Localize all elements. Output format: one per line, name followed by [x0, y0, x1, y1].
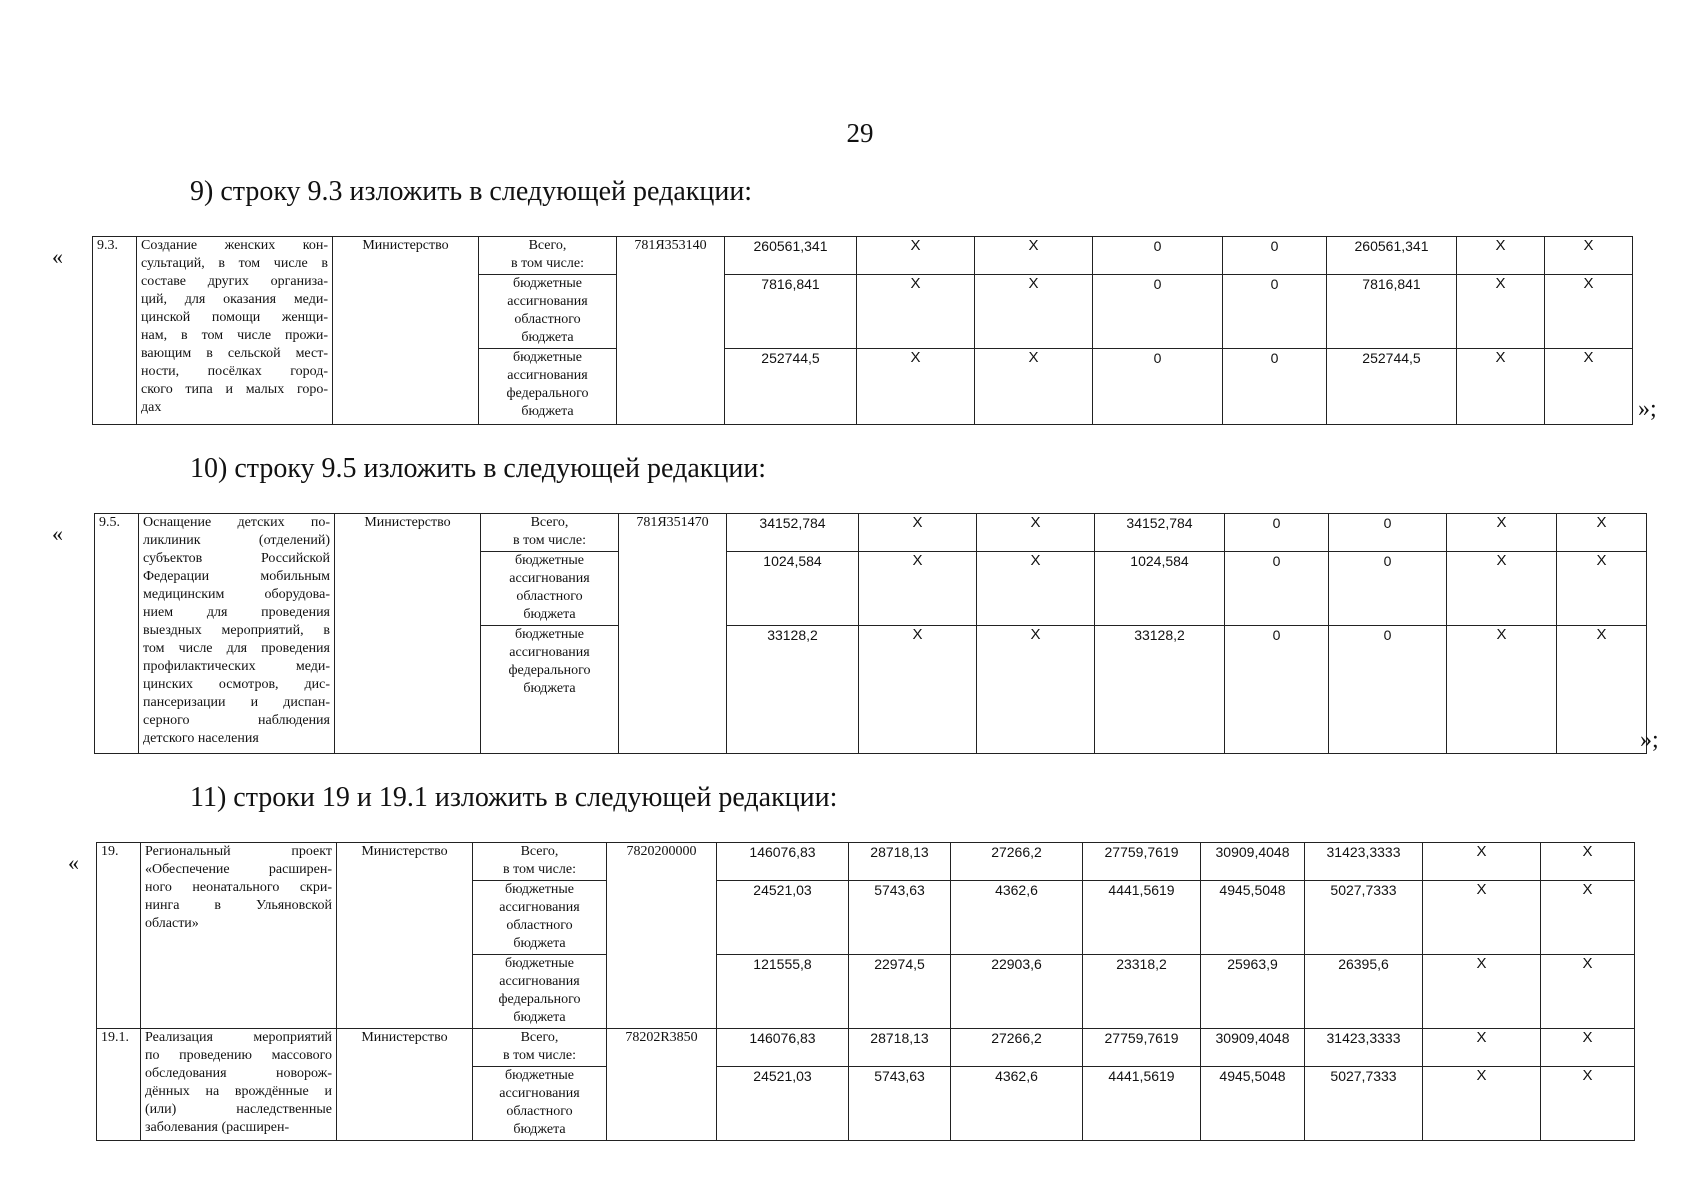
value-cell: 0 [1223, 275, 1327, 349]
value-cell: 31423,3333 [1305, 1029, 1423, 1067]
value-cell: 0 [1093, 275, 1223, 349]
value-cell: 34152,784 [727, 514, 859, 552]
row-name-line: (или) наследственные [145, 1102, 332, 1117]
table-row [95, 514, 1647, 552]
value-cell-x: Х [1541, 1029, 1635, 1067]
value-cell-x: Х [859, 514, 977, 552]
value-cell-x: Х [1457, 349, 1545, 425]
row-name-line: Федерации мобильным [143, 569, 330, 584]
row-name-line: пансеризации и диспан- [143, 695, 330, 710]
value-cell: 24521,03 [717, 1067, 849, 1141]
funding-source-line: бюджетные [505, 882, 574, 897]
funding-source-line: федерального [498, 992, 581, 1007]
funding-source [473, 955, 607, 1029]
row-name-line: ций, для оказания меди- [141, 292, 328, 307]
value-cell-x: Х [1557, 552, 1647, 626]
value-cell: 28718,13 [849, 843, 951, 881]
row-name-line: нам, в том числе прожи- [141, 328, 328, 343]
funding-source-line: в том числе: [503, 862, 576, 877]
value-cell-x: Х [857, 349, 975, 425]
row-name-line: вающим в сельской мест- [141, 346, 328, 361]
funding-source-line: в том числе: [503, 1048, 576, 1063]
row-name-line: профилактических меди- [143, 659, 330, 674]
opening-quote: « [52, 521, 63, 546]
value-cell: 1024,584 [1095, 552, 1225, 626]
value-cell-x: Х [1545, 237, 1633, 275]
row-name-line: заболевания (расширен- [145, 1120, 290, 1135]
value-cell: 30909,4048 [1201, 1029, 1305, 1067]
funding-source-line: ассигнования [499, 900, 580, 915]
value-cell: 4441,5619 [1083, 1067, 1201, 1141]
row-number: 19.1. [97, 1029, 141, 1141]
value-cell: 5743,63 [849, 881, 951, 955]
value-cell: 0 [1225, 626, 1329, 754]
funding-source [479, 237, 617, 275]
row-name-line: дах [141, 400, 162, 415]
value-cell: 4945,5048 [1201, 881, 1305, 955]
funding-source [479, 275, 617, 349]
funding-source-line: областного [506, 1104, 573, 1119]
funding-source-line: ассигнования [509, 571, 590, 586]
value-cell: 5743,63 [849, 1067, 951, 1141]
funding-source [473, 843, 607, 881]
row-name-line: ности, посёлках город- [141, 364, 328, 379]
funding-source-line: Всего, [520, 1030, 559, 1045]
funding-source-line: бюджетные [505, 1068, 574, 1083]
value-cell: 33128,2 [727, 626, 859, 754]
value-cell-x: Х [1423, 881, 1541, 955]
value-cell-x: Х [1423, 1029, 1541, 1067]
row-name-line: сультаций, в том числе в [141, 256, 328, 271]
funding-source-line: ассигнования [499, 974, 580, 989]
funding-source [479, 349, 617, 425]
funding-source-line: ассигнования [509, 645, 590, 660]
row-name [137, 237, 333, 425]
value-cell: 0 [1223, 237, 1327, 275]
value-cell-x: Х [1447, 514, 1557, 552]
funding-source [473, 881, 607, 955]
funding-source-line: бюджетные [513, 276, 582, 291]
row-name [139, 514, 335, 754]
value-cell-x: Х [1423, 955, 1541, 1029]
value-cell: 27759,7619 [1083, 843, 1201, 881]
value-cell: 252744,5 [725, 349, 857, 425]
funding-source [481, 552, 619, 626]
row-name-line: ного неонатального скри- [145, 880, 332, 895]
value-cell-x: Х [1557, 626, 1647, 754]
funding-source-line: бюджета [521, 330, 574, 345]
value-cell: 146076,83 [717, 843, 849, 881]
value-cell: 0 [1329, 514, 1447, 552]
funding-source-line: Всего, [520, 844, 559, 859]
value-cell-x: Х [977, 626, 1095, 754]
value-cell: 0 [1329, 626, 1447, 754]
value-cell: 27759,7619 [1083, 1029, 1201, 1067]
value-cell: 146076,83 [717, 1029, 849, 1067]
opening-quote: « [68, 850, 79, 875]
row-number: 19. [97, 843, 141, 1029]
funding-source [473, 1067, 607, 1141]
value-cell: 0 [1225, 514, 1329, 552]
value-cell-x: Х [1557, 514, 1647, 552]
value-cell: 26395,6 [1305, 955, 1423, 1029]
budget-code: 7820200000 [607, 843, 717, 1029]
funding-source-line: федерального [508, 663, 591, 678]
funding-source [473, 1029, 607, 1067]
funding-source-line: бюджетные [515, 553, 584, 568]
row-name [141, 843, 337, 1029]
value-cell-x: Х [1545, 349, 1633, 425]
row-name-line: том числе для проведения [143, 641, 330, 656]
value-cell: 25963,9 [1201, 955, 1305, 1029]
row-number: 9.5. [95, 514, 139, 754]
value-cell: 0 [1093, 237, 1223, 275]
value-cell: 260561,341 [725, 237, 857, 275]
funding-source-line: бюджета [521, 404, 574, 419]
value-cell: 4362,6 [951, 881, 1083, 955]
budget-table-rows-19 [96, 842, 1635, 1141]
funding-source-line: бюджетные [513, 350, 582, 365]
row-name [141, 1029, 337, 1141]
table-row [97, 843, 1635, 881]
row-name-line: ликлиник (отделений) [143, 533, 330, 548]
row-executor: Министерство [337, 1029, 473, 1141]
funding-source-line: федерального [506, 386, 589, 401]
funding-source-line: бюджета [523, 607, 576, 622]
value-cell-x: Х [1457, 237, 1545, 275]
value-cell-x: Х [975, 349, 1093, 425]
value-cell-x: Х [977, 514, 1095, 552]
row-number: 9.3. [93, 237, 137, 425]
value-cell: 22903,6 [951, 955, 1083, 1029]
value-cell: 252744,5 [1327, 349, 1457, 425]
value-cell-x: Х [975, 275, 1093, 349]
row-name-line: серного наблюдения [143, 713, 330, 728]
funding-source-line: Всего, [530, 515, 569, 530]
row-name-line: дённых на врождённые и [145, 1084, 332, 1099]
value-cell-x: Х [1545, 275, 1633, 349]
row-name-line: нинга в Ульяновской [145, 898, 332, 913]
row-name-line: цинской помощи женщи- [141, 310, 328, 325]
value-cell: 0 [1093, 349, 1223, 425]
table-row [97, 1029, 1635, 1067]
row-name-line: Создание женских кон- [141, 238, 328, 253]
funding-source-line: ассигнования [507, 368, 588, 383]
value-cell: 7816,841 [725, 275, 857, 349]
row-name-line: Региональный проект [145, 844, 332, 859]
row-executor: Министерство [335, 514, 481, 754]
row-name-line: выездных мероприятий, в [143, 623, 330, 638]
section-heading-9-5: 10) строку 9.5 изложить в следующей редакции: [190, 453, 767, 484]
value-cell: 23318,2 [1083, 955, 1201, 1029]
funding-source-line: в том числе: [511, 256, 584, 271]
funding-source-line: бюджета [513, 936, 566, 951]
budget-code: 781Я351470 [619, 514, 727, 754]
funding-source-line: бюджетные [515, 627, 584, 642]
row-executor: Министерство [333, 237, 479, 425]
value-cell-x: Х [977, 552, 1095, 626]
value-cell-x: Х [857, 275, 975, 349]
value-cell: 31423,3333 [1305, 843, 1423, 881]
value-cell-x: Х [1423, 1067, 1541, 1141]
value-cell: 121555,8 [717, 955, 849, 1029]
row-name-line: области» [145, 916, 199, 931]
value-cell: 34152,784 [1095, 514, 1225, 552]
funding-source-line: в том числе: [513, 533, 586, 548]
value-cell: 0 [1225, 552, 1329, 626]
row-executor: Министерство [337, 843, 473, 1029]
funding-source [481, 626, 619, 754]
row-name-line: цинских осмотров, дис- [143, 677, 330, 692]
value-cell: 5027,7333 [1305, 881, 1423, 955]
value-cell: 30909,4048 [1201, 843, 1305, 881]
row-name-line: Реализация мероприятий [145, 1030, 332, 1045]
value-cell-x: Х [859, 552, 977, 626]
value-cell: 27266,2 [951, 843, 1083, 881]
page-number: 29 [846, 118, 874, 148]
section-heading-19: 11) строки 19 и 19.1 изложить в следующей редакции: [190, 782, 838, 813]
value-cell: 0 [1223, 349, 1327, 425]
value-cell: 28718,13 [849, 1029, 951, 1067]
value-cell-x: Х [1457, 275, 1545, 349]
funding-source-line: бюджетные [505, 956, 574, 971]
row-name-line: субъектов Российской [143, 551, 330, 566]
row-name-line: детского населения [143, 731, 259, 746]
opening-quote: « [52, 244, 63, 269]
row-name-line: составе других организа- [141, 274, 328, 289]
value-cell: 260561,341 [1327, 237, 1457, 275]
closing-quote: »; [1638, 396, 1657, 422]
row-name-line: медицинским оборудова- [143, 587, 330, 602]
budget-code: 781Я353140 [617, 237, 725, 425]
value-cell: 4362,6 [951, 1067, 1083, 1141]
value-cell-x: Х [859, 626, 977, 754]
section-heading-9-3: 9) строку 9.3 изложить в следующей редакции: [190, 176, 753, 207]
value-cell: 24521,03 [717, 881, 849, 955]
budget-table-row-9-5 [94, 513, 1647, 754]
value-cell-x: Х [1541, 1067, 1635, 1141]
value-cell: 7816,841 [1327, 275, 1457, 349]
row-name-line: по проведению массового [145, 1048, 332, 1063]
funding-source-line: областного [506, 918, 573, 933]
funding-source [481, 514, 619, 552]
funding-source-line: ассигнования [499, 1086, 580, 1101]
funding-source-line: бюджета [523, 681, 576, 696]
value-cell-x: Х [1423, 843, 1541, 881]
funding-source-line: Всего, [528, 238, 567, 253]
value-cell: 22974,5 [849, 955, 951, 1029]
row-name-line: Оснащение детских по- [143, 515, 330, 530]
row-name-line: ского типа и малых горо- [141, 382, 328, 397]
value-cell-x: Х [1541, 881, 1635, 955]
value-cell: 5027,7333 [1305, 1067, 1423, 1141]
row-name-line: «Обеспечение расширен- [145, 862, 332, 877]
budget-table-row-9-3 [92, 236, 1633, 425]
value-cell: 33128,2 [1095, 626, 1225, 754]
table-row [93, 237, 1633, 275]
value-cell-x: Х [975, 237, 1093, 275]
value-cell-x: Х [1447, 552, 1557, 626]
value-cell: 27266,2 [951, 1029, 1083, 1067]
budget-code: 78202R3850 [607, 1029, 717, 1141]
value-cell-x: Х [1447, 626, 1557, 754]
value-cell-x: Х [857, 237, 975, 275]
funding-source-line: бюджета [513, 1010, 566, 1025]
value-cell-x: Х [1541, 955, 1635, 1029]
row-name-line: нием для проведения [143, 605, 330, 620]
value-cell: 1024,584 [727, 552, 859, 626]
funding-source-line: бюджета [513, 1122, 566, 1137]
value-cell: 0 [1329, 552, 1447, 626]
value-cell: 4945,5048 [1201, 1067, 1305, 1141]
funding-source-line: областного [516, 589, 583, 604]
row-name-line: обследования новорож- [145, 1066, 332, 1081]
closing-quote: »; [1640, 727, 1659, 753]
value-cell-x: Х [1541, 843, 1635, 881]
funding-source-line: областного [514, 312, 581, 327]
funding-source-line: ассигнования [507, 294, 588, 309]
value-cell: 4441,5619 [1083, 881, 1201, 955]
